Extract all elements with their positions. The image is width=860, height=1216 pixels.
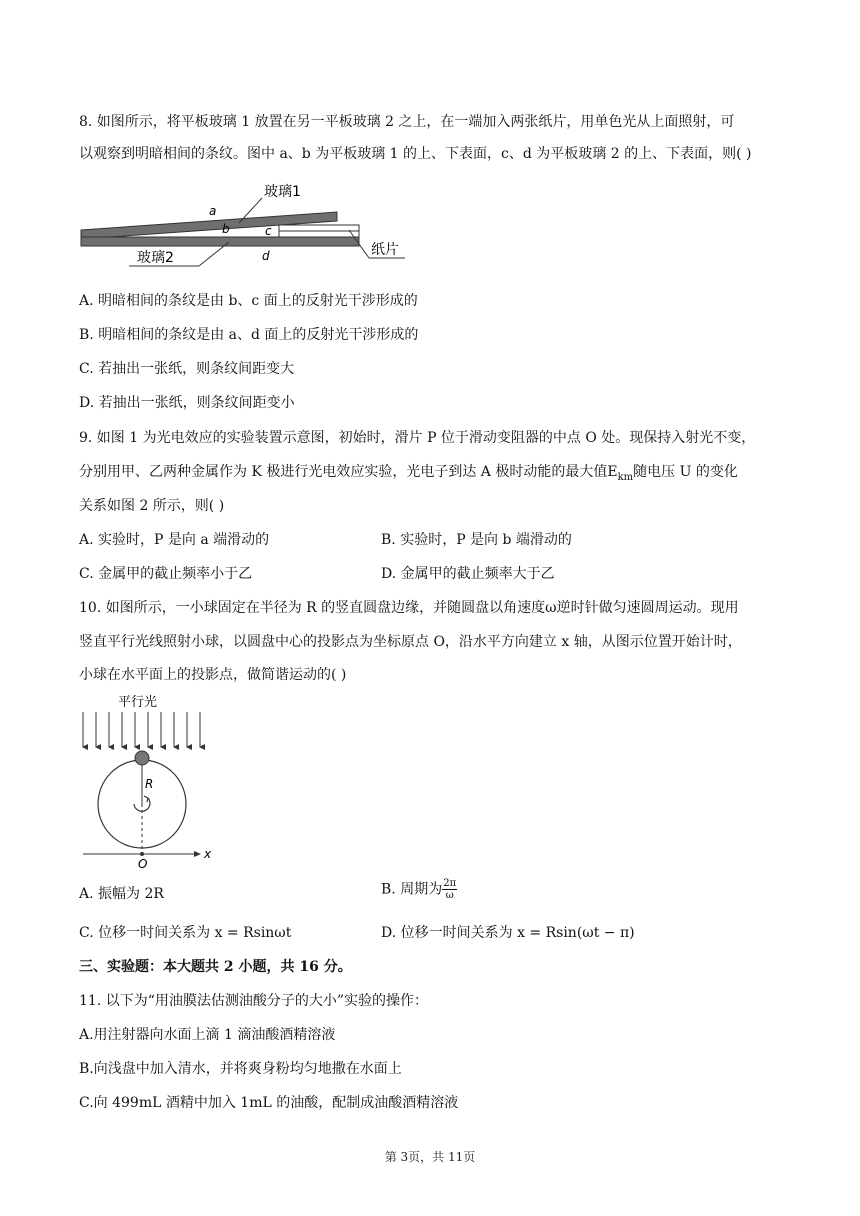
- q10-option-b: [381, 878, 457, 901]
- label-O: O: [138, 857, 148, 870]
- light-rays: [83, 712, 200, 747]
- q9-line-2-tail: 随电压 U 的变化: [633, 464, 738, 480]
- label-glass1: 玻璃1: [264, 184, 301, 200]
- paper-strip-top: [279, 225, 359, 231]
- ball: [135, 751, 149, 765]
- q10-line-2: 竖直平行光线照射小球，以圆盘中心的投影点为坐标原点 O，沿水平方向建立 x 轴，从图示位置开始计时，: [79, 634, 742, 650]
- q9-line-1: 9. 如图 1 为光电效应的实验装置示意图，初始时，滑片 P 位于滑动变阻器的中点 O 处。现保持入射光不变，: [79, 430, 756, 446]
- label-x: x: [204, 847, 212, 861]
- q8-line-2: 以观察到明暗相间的条纹。图中 a、b 为平板玻璃 1 的上、下表面，c、d 为平板玻璃 2 的上、下表面，则( ): [79, 146, 752, 162]
- q10-disk-figure: [78, 692, 218, 870]
- q8-option-d: D. 若抽出一张纸，则条纹间距变小: [79, 395, 295, 411]
- label-paper: 纸片: [371, 242, 399, 258]
- q10-line-3: 小球在水平面上的投影点，做简谐运动的( ): [79, 667, 347, 683]
- q10-option-a: A. 振幅为 2R: [79, 886, 164, 902]
- q9-option-a: A. 实验时，P 是向 a 端滑动的: [79, 532, 270, 548]
- label-c: c: [265, 224, 272, 238]
- label-d: d: [262, 249, 270, 263]
- q10-option-c: C. 位移一时间关系为 x = Rsinωt: [79, 925, 292, 941]
- label-parallel-light: 平行光: [118, 695, 158, 710]
- label-b: b: [222, 222, 230, 236]
- q9-line-2: [79, 462, 738, 488]
- q9-option-c: C. 金属甲的截止频率小于乙: [79, 566, 253, 582]
- q9-ekm-subscript: km: [617, 471, 634, 483]
- q11-step-c: C.向 499mL 酒精中加入 1mL 的油酸，配制成油酸酒精溶液: [79, 1095, 459, 1111]
- q11-line-1: 11. 以下为“用油膜法估测油酸分子的大小”实验的操作：: [79, 993, 429, 1009]
- section-3-title: 三、实验题：本大题共 2 小题，共 16 分。: [79, 959, 352, 975]
- period-numerator: 2π: [443, 878, 457, 889]
- label-R: R: [145, 777, 154, 791]
- origin-dot: [140, 852, 144, 856]
- q10-line-1: 10. 如图所示，一小球固定在半径为 R 的竖直圆盘边缘，并随圆盘以角速度ω逆时针做匀速圆周运动。现用: [79, 600, 739, 616]
- q9-line-3: 关系如图 2 所示，则( ): [79, 498, 225, 514]
- label-glass2: 玻璃2: [137, 250, 174, 266]
- q8-line-1: 8. 如图所示，将平板玻璃 1 放置在另一平板玻璃 2 之上，在一端加入两张纸片，用单色光从上面照射，可: [79, 114, 735, 130]
- q10-option-d: D. 位移一时间关系为 x = Rsin(ωt − π): [381, 925, 635, 941]
- label-a: a: [209, 204, 217, 218]
- q9-line-2-text: 分别用甲、乙两种金属作为 K 极进行光电效应实验，光电子到达 A 极时动能的最大值E: [79, 464, 618, 480]
- q8-option-b: B. 明暗相间的条纹是由 a、d 面上的反射光干涉形成的: [79, 327, 419, 343]
- q11-step-b: B.向浅盘中加入清水，并将爽身粉均匀地撒在水面上: [79, 1061, 402, 1077]
- page-footer: 第 3页，共 11页: [384, 1150, 476, 1164]
- q11-step-a: A.用注射器向水面上滴 1 滴油酸酒精溶液: [79, 1027, 336, 1043]
- period-denominator: ω: [445, 890, 454, 901]
- q8-glass-figure: [79, 178, 409, 278]
- q9-option-b: B. 实验时，P 是向 b 端滑动的: [381, 532, 572, 548]
- period-fraction: [442, 878, 457, 901]
- paper-strip-bottom: [279, 231, 359, 237]
- q8-option-a: A. 明暗相间的条纹是由 b、c 面上的反射光干涉形成的: [79, 293, 418, 309]
- q9-option-d: D. 金属甲的截止频率大于乙: [381, 566, 555, 582]
- q10-option-b-prefix: B. 周期为: [381, 881, 443, 898]
- q8-option-c: C. 若抽出一张纸，则条纹间距变大: [79, 361, 295, 377]
- glass2-plate: [81, 237, 359, 246]
